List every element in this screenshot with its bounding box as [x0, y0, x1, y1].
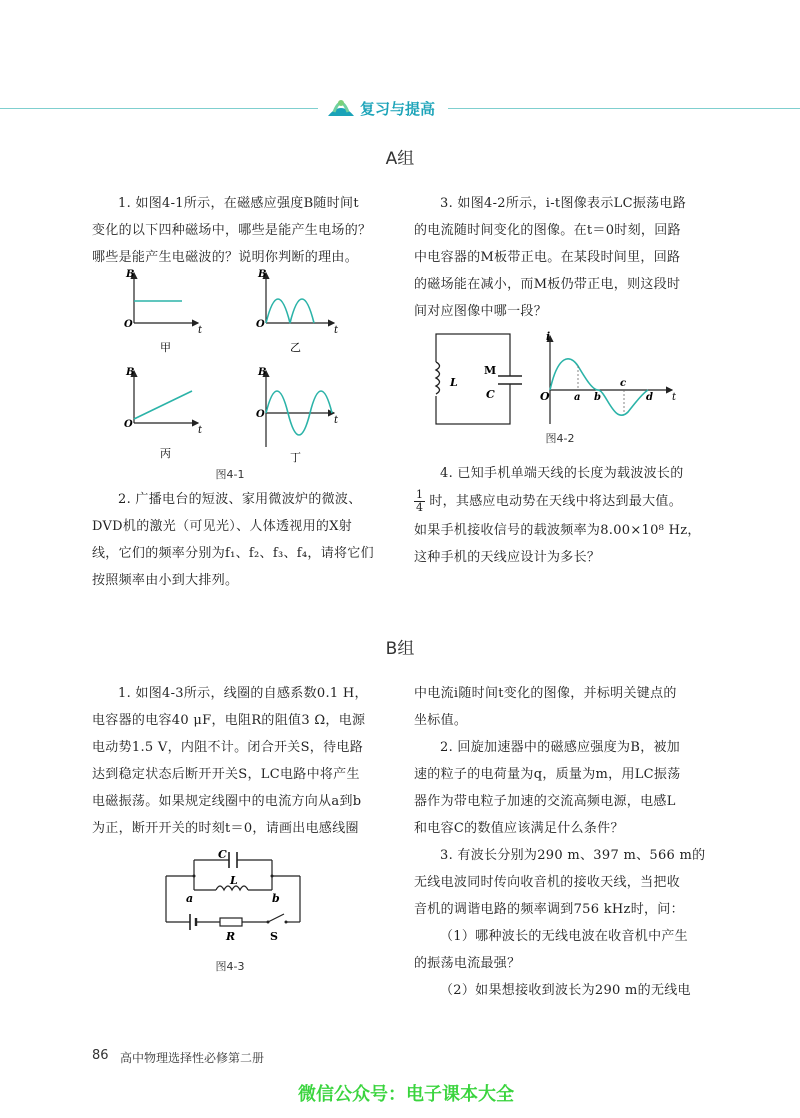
origin-label: O — [256, 319, 265, 330]
figure-4-2 — [420, 328, 690, 428]
graph-name: 甲 — [160, 341, 171, 354]
figure-4-3 — [160, 846, 310, 946]
book-title: 高中物理选择性必修第二册 — [120, 1051, 265, 1065]
axis-label-b: B — [126, 367, 135, 378]
axis-label-t: t — [198, 425, 203, 436]
graph-name: 乙 — [290, 341, 301, 354]
a-q2-line: 2. 广播电台的短波、家用微波炉的微波、 — [118, 492, 362, 507]
caption-fig-4-3: 图4-3 — [215, 960, 245, 973]
a-q3-line: 的磁场能在减小，而M板仍带正电，则这段时 — [414, 277, 681, 292]
fraction-denominator: 4 — [416, 501, 424, 514]
switch-label: S — [270, 930, 278, 943]
b-q1-text — [92, 680, 392, 842]
watermark-text: 微信公众号：电子课本大全 — [298, 1084, 514, 1105]
a-q3-text — [414, 190, 714, 325]
header-line-right — [448, 108, 800, 109]
b-q3-line: 无线电波同时传向收音机的接收天线，当把收 — [414, 875, 681, 890]
a-q3-line: 3. 如图4-2所示，i-t图像表示LC振荡电路 — [440, 196, 687, 211]
i-t-graph — [540, 330, 677, 424]
axis-label-i: i — [546, 330, 551, 343]
a-q4-line: 如果手机接收信号的载波频率为8.00×10⁸ Hz， — [414, 523, 701, 538]
axis-label-b: B — [258, 367, 267, 378]
b-q1-cont-line: 中电流i随时间t变化的图像，并标明关键点的 — [414, 686, 677, 701]
point-b-label: b — [594, 392, 601, 403]
origin-label: O — [124, 319, 133, 330]
a-q2-line: DVD机的激光（可见光）、人体透视用的X射 — [92, 519, 353, 534]
b-q3-sub1-line: （1）哪种波长的无线电波在收音机中产生 — [440, 929, 688, 944]
inductor-label: L — [450, 376, 458, 389]
origin-label: O — [124, 419, 133, 430]
b-q2-line: 速的粒子的电荷量为q，质量为m，用LC振荡 — [414, 767, 681, 782]
caption-fig-4-2: 图4-2 — [545, 432, 575, 445]
b-q1-line: 电动势1.5 V，内阻不计。闭合开关S，待电路 — [92, 740, 364, 755]
point-d-label: d — [646, 392, 653, 403]
inductor-label: L — [230, 874, 238, 887]
b-q3-line: 音机的调谐电路的频率调到756 kHz时，问： — [414, 902, 684, 917]
graph-name: 丁 — [290, 451, 301, 464]
b-q1-line: 1. 如图4-3所示，线圈的自感系数0.1 H， — [118, 686, 368, 701]
origin-label: O — [540, 390, 550, 403]
a-q1-line: 变化的以下四种磁场中，哪些是能产生电场的？ — [92, 223, 372, 238]
page-number: 86 — [92, 1048, 109, 1063]
plate-m-label: M — [484, 364, 497, 377]
a-q1-line: 1. 如图4-1所示，在磁感应强度B随时间t — [118, 196, 359, 211]
b-right-column — [414, 680, 714, 1004]
lc-circuit — [432, 334, 522, 424]
b-q2-line: 和电容C的数值应该满足什么条件？ — [414, 821, 624, 836]
node-a-label: a — [186, 892, 194, 905]
figure-4-1 — [110, 265, 360, 475]
header-line-left — [0, 108, 318, 109]
point-a-label: a — [574, 392, 581, 403]
group-a-title: A组 — [385, 149, 415, 169]
fraction-numerator: 1 — [416, 488, 424, 501]
axis-label-t: t — [198, 325, 203, 336]
a-q1-text — [92, 190, 392, 271]
a-q4-line2-rest: 时，其感应电动势在天线中将达到最大值。 — [429, 494, 683, 509]
node-b-label: b — [272, 892, 280, 905]
group-b-title: B组 — [385, 639, 415, 659]
axis-label-t: t — [334, 325, 339, 336]
b-q2-line: 器作为带电粒子加速的交流高频电源，电感L — [414, 794, 676, 809]
a-q2-text — [92, 486, 392, 594]
b-q3-line: 3. 有波长分别为290 m、397 m、566 m的 — [440, 848, 706, 863]
capacitor-label: C — [486, 388, 495, 401]
b-q3-sub1-line: 的振荡电流最强？ — [414, 956, 521, 971]
header-logo-icon — [326, 96, 356, 120]
axis-label-b: B — [126, 269, 135, 280]
graph-name: 丙 — [160, 447, 171, 460]
header-title: 复习与提高 — [360, 100, 436, 118]
a-q3-line: 间对应图像中哪一段？ — [414, 304, 548, 319]
b-q2-line: 2. 回旋加速器中的磁感应强度为B，被加 — [440, 740, 681, 755]
b-q1-line: 达到稳定状态后断开开关S，LC电路中将产生 — [92, 767, 360, 782]
axis-label-t: t — [672, 392, 677, 403]
graph-yi — [256, 269, 339, 354]
a-q2-line: 按照频率由小到大排列。 — [92, 573, 239, 588]
resistor-label: R — [226, 930, 236, 943]
b-q3-sub2-line: （2）如果想接收到波长为290 m的无线电 — [440, 983, 691, 998]
b-q1-line: 为正，断开开关的时刻t＝0，请画出电感线圈 — [92, 821, 359, 836]
graph-jia — [124, 269, 203, 354]
point-c-label: c — [620, 378, 627, 389]
capacitor-label: C — [218, 848, 227, 861]
origin-label: O — [256, 409, 265, 420]
axis-label-b: B — [258, 269, 267, 280]
a-q3-line: 的电流随时间变化的图像。在t＝0时刻，回路 — [414, 223, 681, 238]
graph-bing — [124, 367, 203, 460]
caption-fig-4-1: 图4-1 — [215, 468, 245, 481]
a-q3-line: 中电容器的M板带正电。在某段时间里，回路 — [414, 250, 681, 265]
graph-ding — [256, 367, 339, 464]
a-q4-text — [414, 460, 714, 571]
b-q1-line: 电容器的电容40 μF，电阻R的阻值3 Ω，电源 — [92, 713, 366, 728]
a-q1-line: 哪些是能产生电磁波的？说明你判断的理由。 — [92, 250, 359, 265]
fraction-one-quarter — [414, 489, 425, 514]
b-q1-line: 电磁振荡。如果规定线圈中的电流方向从a到b — [92, 794, 362, 809]
b-q1-cont-line: 坐标值。 — [414, 713, 468, 728]
a-q4-line-frac — [414, 487, 714, 517]
a-q4-line: 4. 已知手机单端天线的长度为载波波长的 — [440, 466, 684, 481]
a-q4-line: 这种手机的天线应设计为多长？ — [414, 550, 601, 565]
a-q2-line: 线，它们的频率分别为f₁、f₂、f₃、f₄，请将它们 — [92, 546, 374, 561]
axis-label-t: t — [334, 415, 339, 426]
